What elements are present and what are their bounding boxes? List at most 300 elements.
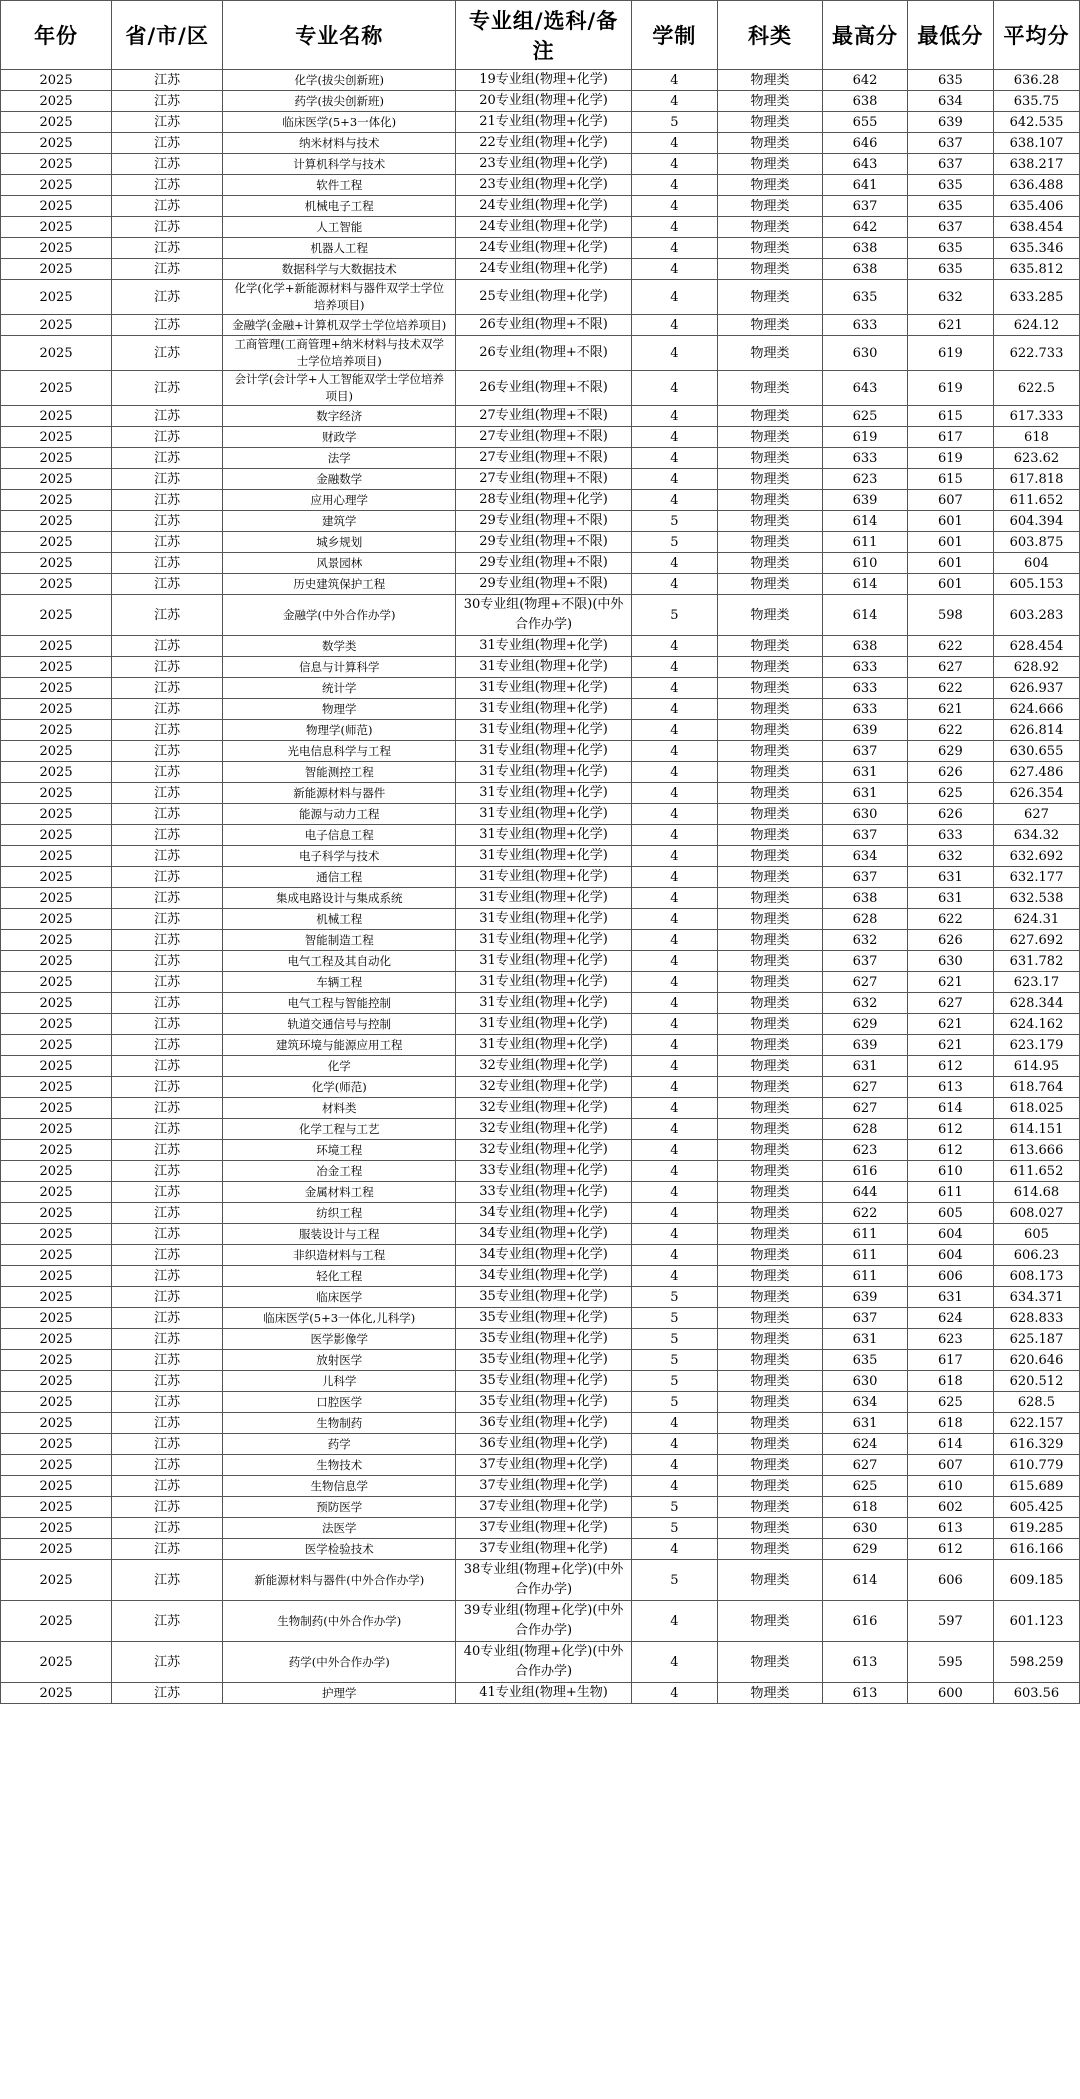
cell-min-score: 635: [907, 238, 993, 259]
cell-group: 37专业组(物理+化学): [456, 1476, 632, 1497]
cell-major: 化学(化学+新能源材料与器件双学士学位培养项目): [223, 280, 456, 315]
cell-min-score: 635: [907, 196, 993, 217]
cell-group: 31专业组(物理+化学): [456, 846, 632, 867]
cell-max-score: 641: [823, 175, 908, 196]
cell-group: 31专业组(物理+化学): [456, 867, 632, 888]
cell-year: 2025: [1, 1140, 112, 1161]
cell-year: 2025: [1, 595, 112, 636]
cell-category: 物理类: [717, 699, 822, 720]
cell-max-score: 629: [823, 1539, 908, 1560]
table-row: [1, 1098, 1080, 1119]
cell-year: 2025: [1, 469, 112, 490]
cell-year: 2025: [1, 133, 112, 154]
cell-province: 江苏: [112, 1098, 223, 1119]
cell-min-score: 606: [907, 1266, 993, 1287]
cell-major: 预防医学: [223, 1497, 456, 1518]
cell-max-score: 616: [823, 1161, 908, 1182]
cell-province: 江苏: [112, 972, 223, 993]
cell-max-score: 610: [823, 553, 908, 574]
cell-duration: 4: [631, 1434, 717, 1455]
cell-year: 2025: [1, 657, 112, 678]
table-row: [1, 1161, 1080, 1182]
cell-major: 医学检验技术: [223, 1539, 456, 1560]
cell-duration: 4: [631, 1140, 717, 1161]
cell-year: 2025: [1, 1266, 112, 1287]
cell-avg-score: 622.5: [993, 371, 1079, 406]
cell-min-score: 612: [907, 1056, 993, 1077]
table-row: [1, 1539, 1080, 1560]
cell-max-score: 616: [823, 1601, 908, 1642]
cell-province: 江苏: [112, 154, 223, 175]
cell-group: 23专业组(物理+化学): [456, 175, 632, 196]
cell-duration: 4: [631, 888, 717, 909]
cell-province: 江苏: [112, 259, 223, 280]
cell-min-score: 622: [907, 636, 993, 657]
cell-group: 37专业组(物理+化学): [456, 1455, 632, 1476]
cell-group: 31专业组(物理+化学): [456, 678, 632, 699]
cell-avg-score: 634.371: [993, 1287, 1079, 1308]
cell-major: 车辆工程: [223, 972, 456, 993]
cell-year: 2025: [1, 553, 112, 574]
cell-group: 35专业组(物理+化学): [456, 1308, 632, 1329]
table-row: [1, 427, 1080, 448]
cell-max-score: 611: [823, 1266, 908, 1287]
cell-province: 江苏: [112, 636, 223, 657]
cell-max-score: 631: [823, 1056, 908, 1077]
cell-min-score: 615: [907, 469, 993, 490]
cell-province: 江苏: [112, 574, 223, 595]
cell-max-score: 627: [823, 1455, 908, 1476]
cell-province: 江苏: [112, 930, 223, 951]
cell-major: 药学: [223, 1434, 456, 1455]
cell-max-score: 637: [823, 867, 908, 888]
cell-province: 江苏: [112, 532, 223, 553]
cell-year: 2025: [1, 175, 112, 196]
cell-duration: 4: [631, 574, 717, 595]
cell-duration: 4: [631, 1119, 717, 1140]
cell-group: 41专业组(物理+生物): [456, 1683, 632, 1704]
cell-category: 物理类: [717, 406, 822, 427]
cell-min-score: 632: [907, 846, 993, 867]
cell-min-score: 615: [907, 406, 993, 427]
cell-province: 江苏: [112, 1056, 223, 1077]
cell-avg-score: 616.329: [993, 1434, 1079, 1455]
cell-province: 江苏: [112, 133, 223, 154]
table-row: [1, 1476, 1080, 1497]
cell-group: 27专业组(物理+不限): [456, 427, 632, 448]
cell-min-score: 619: [907, 448, 993, 469]
cell-min-score: 612: [907, 1119, 993, 1140]
cell-year: 2025: [1, 930, 112, 951]
cell-group: 28专业组(物理+化学): [456, 490, 632, 511]
cell-avg-score: 604: [993, 553, 1079, 574]
cell-group: 24专业组(物理+化学): [456, 217, 632, 238]
cell-major: 城乡规划: [223, 532, 456, 553]
cell-province: 江苏: [112, 909, 223, 930]
cell-avg-score: 635.75: [993, 91, 1079, 112]
cell-major: 冶金工程: [223, 1161, 456, 1182]
cell-duration: 4: [631, 909, 717, 930]
cell-major: 化学(师范): [223, 1077, 456, 1098]
cell-category: 物理类: [717, 1560, 822, 1601]
table-row: [1, 448, 1080, 469]
cell-category: 物理类: [717, 1539, 822, 1560]
cell-avg-score: 603.283: [993, 595, 1079, 636]
cell-province: 江苏: [112, 511, 223, 532]
cell-min-score: 611: [907, 1182, 993, 1203]
cell-duration: 4: [631, 238, 717, 259]
cell-max-score: 614: [823, 595, 908, 636]
cell-min-score: 607: [907, 490, 993, 511]
cell-avg-score: 633.285: [993, 280, 1079, 315]
cell-year: 2025: [1, 280, 112, 315]
cell-min-score: 635: [907, 259, 993, 280]
cell-avg-score: 626.937: [993, 678, 1079, 699]
cell-min-score: 631: [907, 888, 993, 909]
table-row: [1, 91, 1080, 112]
cell-category: 物理类: [717, 1077, 822, 1098]
cell-duration: 4: [631, 1035, 717, 1056]
cell-category: 物理类: [717, 574, 822, 595]
cell-avg-score: 624.12: [993, 315, 1079, 336]
table-row: [1, 112, 1080, 133]
cell-year: 2025: [1, 1371, 112, 1392]
cell-min-score: 605: [907, 1203, 993, 1224]
cell-group: 31专业组(物理+化学): [456, 783, 632, 804]
cell-group: 22专业组(物理+化学): [456, 133, 632, 154]
cell-year: 2025: [1, 972, 112, 993]
cell-max-score: 633: [823, 657, 908, 678]
cell-major: 轨道交通信号与控制: [223, 1014, 456, 1035]
cell-category: 物理类: [717, 846, 822, 867]
table-row: [1, 1203, 1080, 1224]
cell-province: 江苏: [112, 91, 223, 112]
cell-major: 口腔医学: [223, 1392, 456, 1413]
cell-max-score: 639: [823, 490, 908, 511]
cell-category: 物理类: [717, 1245, 822, 1266]
cell-category: 物理类: [717, 490, 822, 511]
cell-year: 2025: [1, 1455, 112, 1476]
cell-category: 物理类: [717, 1119, 822, 1140]
table-row: [1, 259, 1080, 280]
cell-year: 2025: [1, 532, 112, 553]
cell-category: 物理类: [717, 196, 822, 217]
cell-max-score: 638: [823, 888, 908, 909]
cell-group: 23专业组(物理+化学): [456, 154, 632, 175]
cell-year: 2025: [1, 909, 112, 930]
cell-max-score: 639: [823, 1287, 908, 1308]
cell-min-score: 610: [907, 1161, 993, 1182]
cell-max-score: 630: [823, 1371, 908, 1392]
table-row: [1, 469, 1080, 490]
cell-group: 26专业组(物理+不限): [456, 315, 632, 336]
cell-category: 物理类: [717, 532, 822, 553]
cell-max-score: 646: [823, 133, 908, 154]
header-duration: 学制: [631, 1, 717, 70]
cell-major: 材料类: [223, 1098, 456, 1119]
cell-group: 25专业组(物理+化学): [456, 280, 632, 315]
cell-major: 儿科学: [223, 1371, 456, 1392]
cell-max-score: 625: [823, 406, 908, 427]
cell-province: 江苏: [112, 196, 223, 217]
cell-duration: 4: [631, 1077, 717, 1098]
cell-max-score: 630: [823, 804, 908, 825]
cell-province: 江苏: [112, 993, 223, 1014]
cell-province: 江苏: [112, 490, 223, 511]
cell-min-score: 626: [907, 930, 993, 951]
cell-province: 江苏: [112, 1014, 223, 1035]
cell-province: 江苏: [112, 217, 223, 238]
table-row: [1, 595, 1080, 636]
table-row: [1, 336, 1080, 371]
table-row: [1, 909, 1080, 930]
cell-category: 物理类: [717, 825, 822, 846]
cell-max-score: 638: [823, 238, 908, 259]
table-row: [1, 1056, 1080, 1077]
table-row: [1, 406, 1080, 427]
table-row: [1, 1392, 1080, 1413]
cell-year: 2025: [1, 217, 112, 238]
cell-min-score: 630: [907, 951, 993, 972]
cell-min-score: 621: [907, 699, 993, 720]
cell-major: 纳米材料与技术: [223, 133, 456, 154]
cell-major: 电子信息工程: [223, 825, 456, 846]
table-row: [1, 1434, 1080, 1455]
cell-province: 江苏: [112, 1140, 223, 1161]
table-row: [1, 1140, 1080, 1161]
cell-avg-score: 628.454: [993, 636, 1079, 657]
cell-province: 江苏: [112, 1350, 223, 1371]
cell-province: 江苏: [112, 1497, 223, 1518]
cell-min-score: 614: [907, 1098, 993, 1119]
cell-major: 生物制药: [223, 1413, 456, 1434]
table-row: [1, 1601, 1080, 1642]
cell-avg-score: 620.646: [993, 1350, 1079, 1371]
cell-avg-score: 614.95: [993, 1056, 1079, 1077]
cell-avg-score: 623.179: [993, 1035, 1079, 1056]
cell-category: 物理类: [717, 867, 822, 888]
cell-major: 数字经济: [223, 406, 456, 427]
cell-year: 2025: [1, 154, 112, 175]
cell-major: 会计学(会计学+人工智能双学士学位培养项目): [223, 371, 456, 406]
cell-avg-score: 618: [993, 427, 1079, 448]
cell-min-score: 621: [907, 1035, 993, 1056]
cell-category: 物理类: [717, 657, 822, 678]
table-row: [1, 574, 1080, 595]
cell-avg-score: 632.177: [993, 867, 1079, 888]
cell-avg-score: 608.027: [993, 1203, 1079, 1224]
cell-year: 2025: [1, 867, 112, 888]
cell-province: 江苏: [112, 336, 223, 371]
cell-province: 江苏: [112, 867, 223, 888]
cell-year: 2025: [1, 1539, 112, 1560]
cell-year: 2025: [1, 720, 112, 741]
cell-min-score: 631: [907, 1287, 993, 1308]
cell-duration: 4: [631, 133, 717, 154]
cell-avg-score: 628.92: [993, 657, 1079, 678]
cell-year: 2025: [1, 1413, 112, 1434]
cell-group: 34专业组(物理+化学): [456, 1203, 632, 1224]
cell-duration: 4: [631, 217, 717, 238]
cell-max-score: 638: [823, 259, 908, 280]
cell-avg-score: 608.173: [993, 1266, 1079, 1287]
cell-province: 江苏: [112, 1434, 223, 1455]
cell-group: 37专业组(物理+化学): [456, 1497, 632, 1518]
cell-duration: 4: [631, 448, 717, 469]
cell-avg-score: 635.812: [993, 259, 1079, 280]
cell-avg-score: 606.23: [993, 1245, 1079, 1266]
header-max-score: 最高分: [823, 1, 908, 70]
cell-min-score: 621: [907, 315, 993, 336]
cell-avg-score: 619.285: [993, 1518, 1079, 1539]
cell-avg-score: 630.655: [993, 741, 1079, 762]
cell-avg-score: 624.666: [993, 699, 1079, 720]
cell-avg-score: 623.62: [993, 448, 1079, 469]
table-row: [1, 1371, 1080, 1392]
cell-year: 2025: [1, 238, 112, 259]
cell-duration: 5: [631, 1308, 717, 1329]
cell-category: 物理类: [717, 762, 822, 783]
cell-major: 物理学: [223, 699, 456, 720]
cell-year: 2025: [1, 196, 112, 217]
cell-category: 物理类: [717, 1476, 822, 1497]
cell-major: 建筑环境与能源应用工程: [223, 1035, 456, 1056]
cell-province: 江苏: [112, 1413, 223, 1434]
cell-province: 江苏: [112, 1371, 223, 1392]
cell-duration: 5: [631, 595, 717, 636]
cell-province: 江苏: [112, 846, 223, 867]
cell-avg-score: 611.652: [993, 1161, 1079, 1182]
cell-major: 智能制造工程: [223, 930, 456, 951]
cell-group: 33专业组(物理+化学): [456, 1161, 632, 1182]
cell-major: 新能源材料与器件(中外合作办学): [223, 1560, 456, 1601]
cell-duration: 4: [631, 636, 717, 657]
table-row: [1, 1642, 1080, 1683]
cell-group: 31专业组(物理+化学): [456, 741, 632, 762]
cell-avg-score: 617.818: [993, 469, 1079, 490]
cell-duration: 4: [631, 469, 717, 490]
cell-major: 电气工程与智能控制: [223, 993, 456, 1014]
cell-min-score: 637: [907, 154, 993, 175]
cell-group: 34专业组(物理+化学): [456, 1245, 632, 1266]
table-row: [1, 762, 1080, 783]
cell-min-score: 613: [907, 1518, 993, 1539]
cell-group: 35专业组(物理+化学): [456, 1287, 632, 1308]
cell-duration: 4: [631, 1476, 717, 1497]
table-row: [1, 196, 1080, 217]
cell-min-score: 621: [907, 1014, 993, 1035]
cell-group: 31专业组(物理+化学): [456, 909, 632, 930]
cell-min-score: 622: [907, 678, 993, 699]
cell-group: 36专业组(物理+化学): [456, 1434, 632, 1455]
table-row: [1, 315, 1080, 336]
cell-min-score: 632: [907, 280, 993, 315]
cell-group: 27专业组(物理+不限): [456, 406, 632, 427]
cell-category: 物理类: [717, 909, 822, 930]
cell-max-score: 611: [823, 532, 908, 553]
cell-max-score: 643: [823, 154, 908, 175]
cell-max-score: 613: [823, 1683, 908, 1704]
cell-province: 江苏: [112, 1392, 223, 1413]
cell-category: 物理类: [717, 972, 822, 993]
cell-category: 物理类: [717, 1035, 822, 1056]
cell-group: 31专业组(物理+化学): [456, 804, 632, 825]
cell-duration: 4: [631, 1413, 717, 1434]
cell-group: 29专业组(物理+不限): [456, 553, 632, 574]
cell-max-score: 622: [823, 1203, 908, 1224]
cell-min-score: 635: [907, 175, 993, 196]
cell-major: 建筑学: [223, 511, 456, 532]
cell-max-score: 637: [823, 951, 908, 972]
header-category: 科类: [717, 1, 822, 70]
cell-avg-score: 638.217: [993, 154, 1079, 175]
cell-province: 江苏: [112, 657, 223, 678]
cell-group: 29专业组(物理+不限): [456, 532, 632, 553]
table-row: [1, 930, 1080, 951]
cell-avg-score: 624.162: [993, 1014, 1079, 1035]
header-min-score: 最低分: [907, 1, 993, 70]
cell-max-score: 624: [823, 1434, 908, 1455]
cell-max-score: 655: [823, 112, 908, 133]
cell-category: 物理类: [717, 1161, 822, 1182]
cell-min-score: 625: [907, 783, 993, 804]
cell-group: 32专业组(物理+化学): [456, 1140, 632, 1161]
cell-max-score: 628: [823, 1119, 908, 1140]
cell-major: 化学: [223, 1056, 456, 1077]
cell-duration: 4: [631, 930, 717, 951]
cell-min-score: 618: [907, 1371, 993, 1392]
cell-duration: 4: [631, 846, 717, 867]
cell-province: 江苏: [112, 553, 223, 574]
cell-avg-score: 610.779: [993, 1455, 1079, 1476]
cell-min-score: 607: [907, 1455, 993, 1476]
cell-avg-score: 626.354: [993, 783, 1079, 804]
cell-max-score: 611: [823, 1245, 908, 1266]
cell-group: 24专业组(物理+化学): [456, 238, 632, 259]
cell-duration: 4: [631, 371, 717, 406]
cell-year: 2025: [1, 70, 112, 91]
cell-group: 34专业组(物理+化学): [456, 1266, 632, 1287]
cell-max-score: 623: [823, 1140, 908, 1161]
cell-major: 电气工程及其自动化: [223, 951, 456, 972]
cell-min-score: 600: [907, 1683, 993, 1704]
table-row: [1, 175, 1080, 196]
cell-year: 2025: [1, 427, 112, 448]
cell-group: 21专业组(物理+化学): [456, 112, 632, 133]
cell-major: 风景园林: [223, 553, 456, 574]
cell-max-score: 614: [823, 1560, 908, 1601]
cell-year: 2025: [1, 888, 112, 909]
cell-avg-score: 604.394: [993, 511, 1079, 532]
cell-year: 2025: [1, 448, 112, 469]
cell-duration: 4: [631, 1203, 717, 1224]
cell-category: 物理类: [717, 1287, 822, 1308]
cell-min-score: 601: [907, 532, 993, 553]
cell-group: 31专业组(物理+化学): [456, 888, 632, 909]
cell-max-score: 637: [823, 741, 908, 762]
cell-year: 2025: [1, 371, 112, 406]
cell-category: 物理类: [717, 1642, 822, 1683]
table-row: [1, 741, 1080, 762]
table-row: [1, 825, 1080, 846]
cell-duration: 5: [631, 1329, 717, 1350]
cell-group: 32专业组(物理+化学): [456, 1098, 632, 1119]
cell-category: 物理类: [717, 1308, 822, 1329]
cell-max-score: 638: [823, 91, 908, 112]
cell-province: 江苏: [112, 762, 223, 783]
cell-avg-score: 605.153: [993, 574, 1079, 595]
cell-major: 生物信息学: [223, 1476, 456, 1497]
